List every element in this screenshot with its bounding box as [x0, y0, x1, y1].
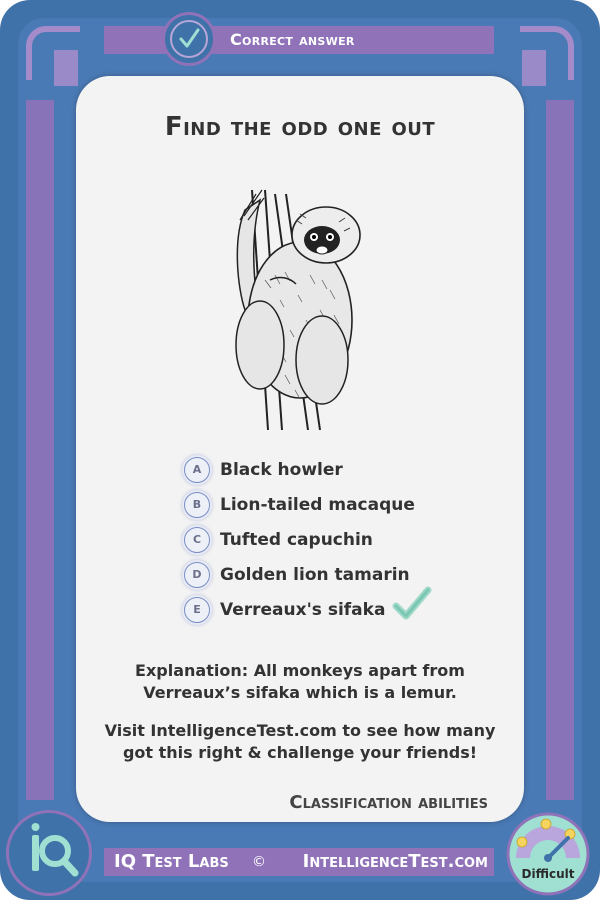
- option-text: Tufted capuchin: [220, 529, 373, 550]
- option-a[interactable]: [184, 452, 484, 487]
- visit-text: [90, 720, 510, 764]
- option-text: Golden lion tamarin: [220, 564, 410, 585]
- option-text: Verreaux's sifaka: [220, 599, 386, 620]
- status-label: Correct answer: [230, 30, 355, 49]
- difficulty-gauge-icon: [502, 808, 594, 896]
- iq-logo-badge: [6, 810, 92, 896]
- option-letter: E: [184, 597, 210, 623]
- correct-badge: [162, 12, 216, 66]
- explanation-line-2: Verreaux’s sifaka which is a lemur.: [143, 683, 457, 702]
- answer-options: [184, 452, 484, 627]
- option-letter: D: [184, 562, 210, 588]
- explanation: [90, 660, 510, 704]
- sifaka-illustration: [210, 180, 380, 430]
- corner-top-left: [26, 26, 80, 80]
- option-text: Black howler: [220, 459, 343, 480]
- option-b[interactable]: [184, 487, 484, 522]
- visit-line-1: Visit IntelligenceTest.com to see how many: [104, 721, 496, 740]
- left-stripe: [26, 100, 54, 800]
- option-text: Lion-tailed macaque: [220, 494, 415, 515]
- visit-line-2: got this right & challenge your friends!: [122, 743, 478, 762]
- option-letter: A: [184, 457, 210, 483]
- option-letter: B: [184, 492, 210, 518]
- option-e[interactable]: [184, 592, 484, 627]
- explanation-line-1: Explanation: All monkeys apart from: [135, 661, 465, 680]
- option-letter: C: [184, 527, 210, 553]
- option-d[interactable]: [184, 557, 484, 592]
- copyright-symbol: ©: [252, 854, 266, 870]
- iq-magnifier-icon: [9, 813, 89, 893]
- correct-check-icon: [390, 584, 434, 624]
- category-label: Classification abilities: [289, 792, 488, 813]
- check-icon: [170, 20, 208, 58]
- brand-name: IQ Test Labs: [114, 851, 229, 872]
- corner-top-right: [520, 26, 574, 80]
- question-title: Find the odd one out: [164, 112, 436, 142]
- footer-bar: [104, 848, 494, 876]
- option-c[interactable]: [184, 522, 484, 557]
- right-stripe: [546, 100, 574, 800]
- difficulty-label: Difficult: [521, 867, 575, 881]
- site-link[interactable]: IntelligenceTest.com: [302, 851, 488, 872]
